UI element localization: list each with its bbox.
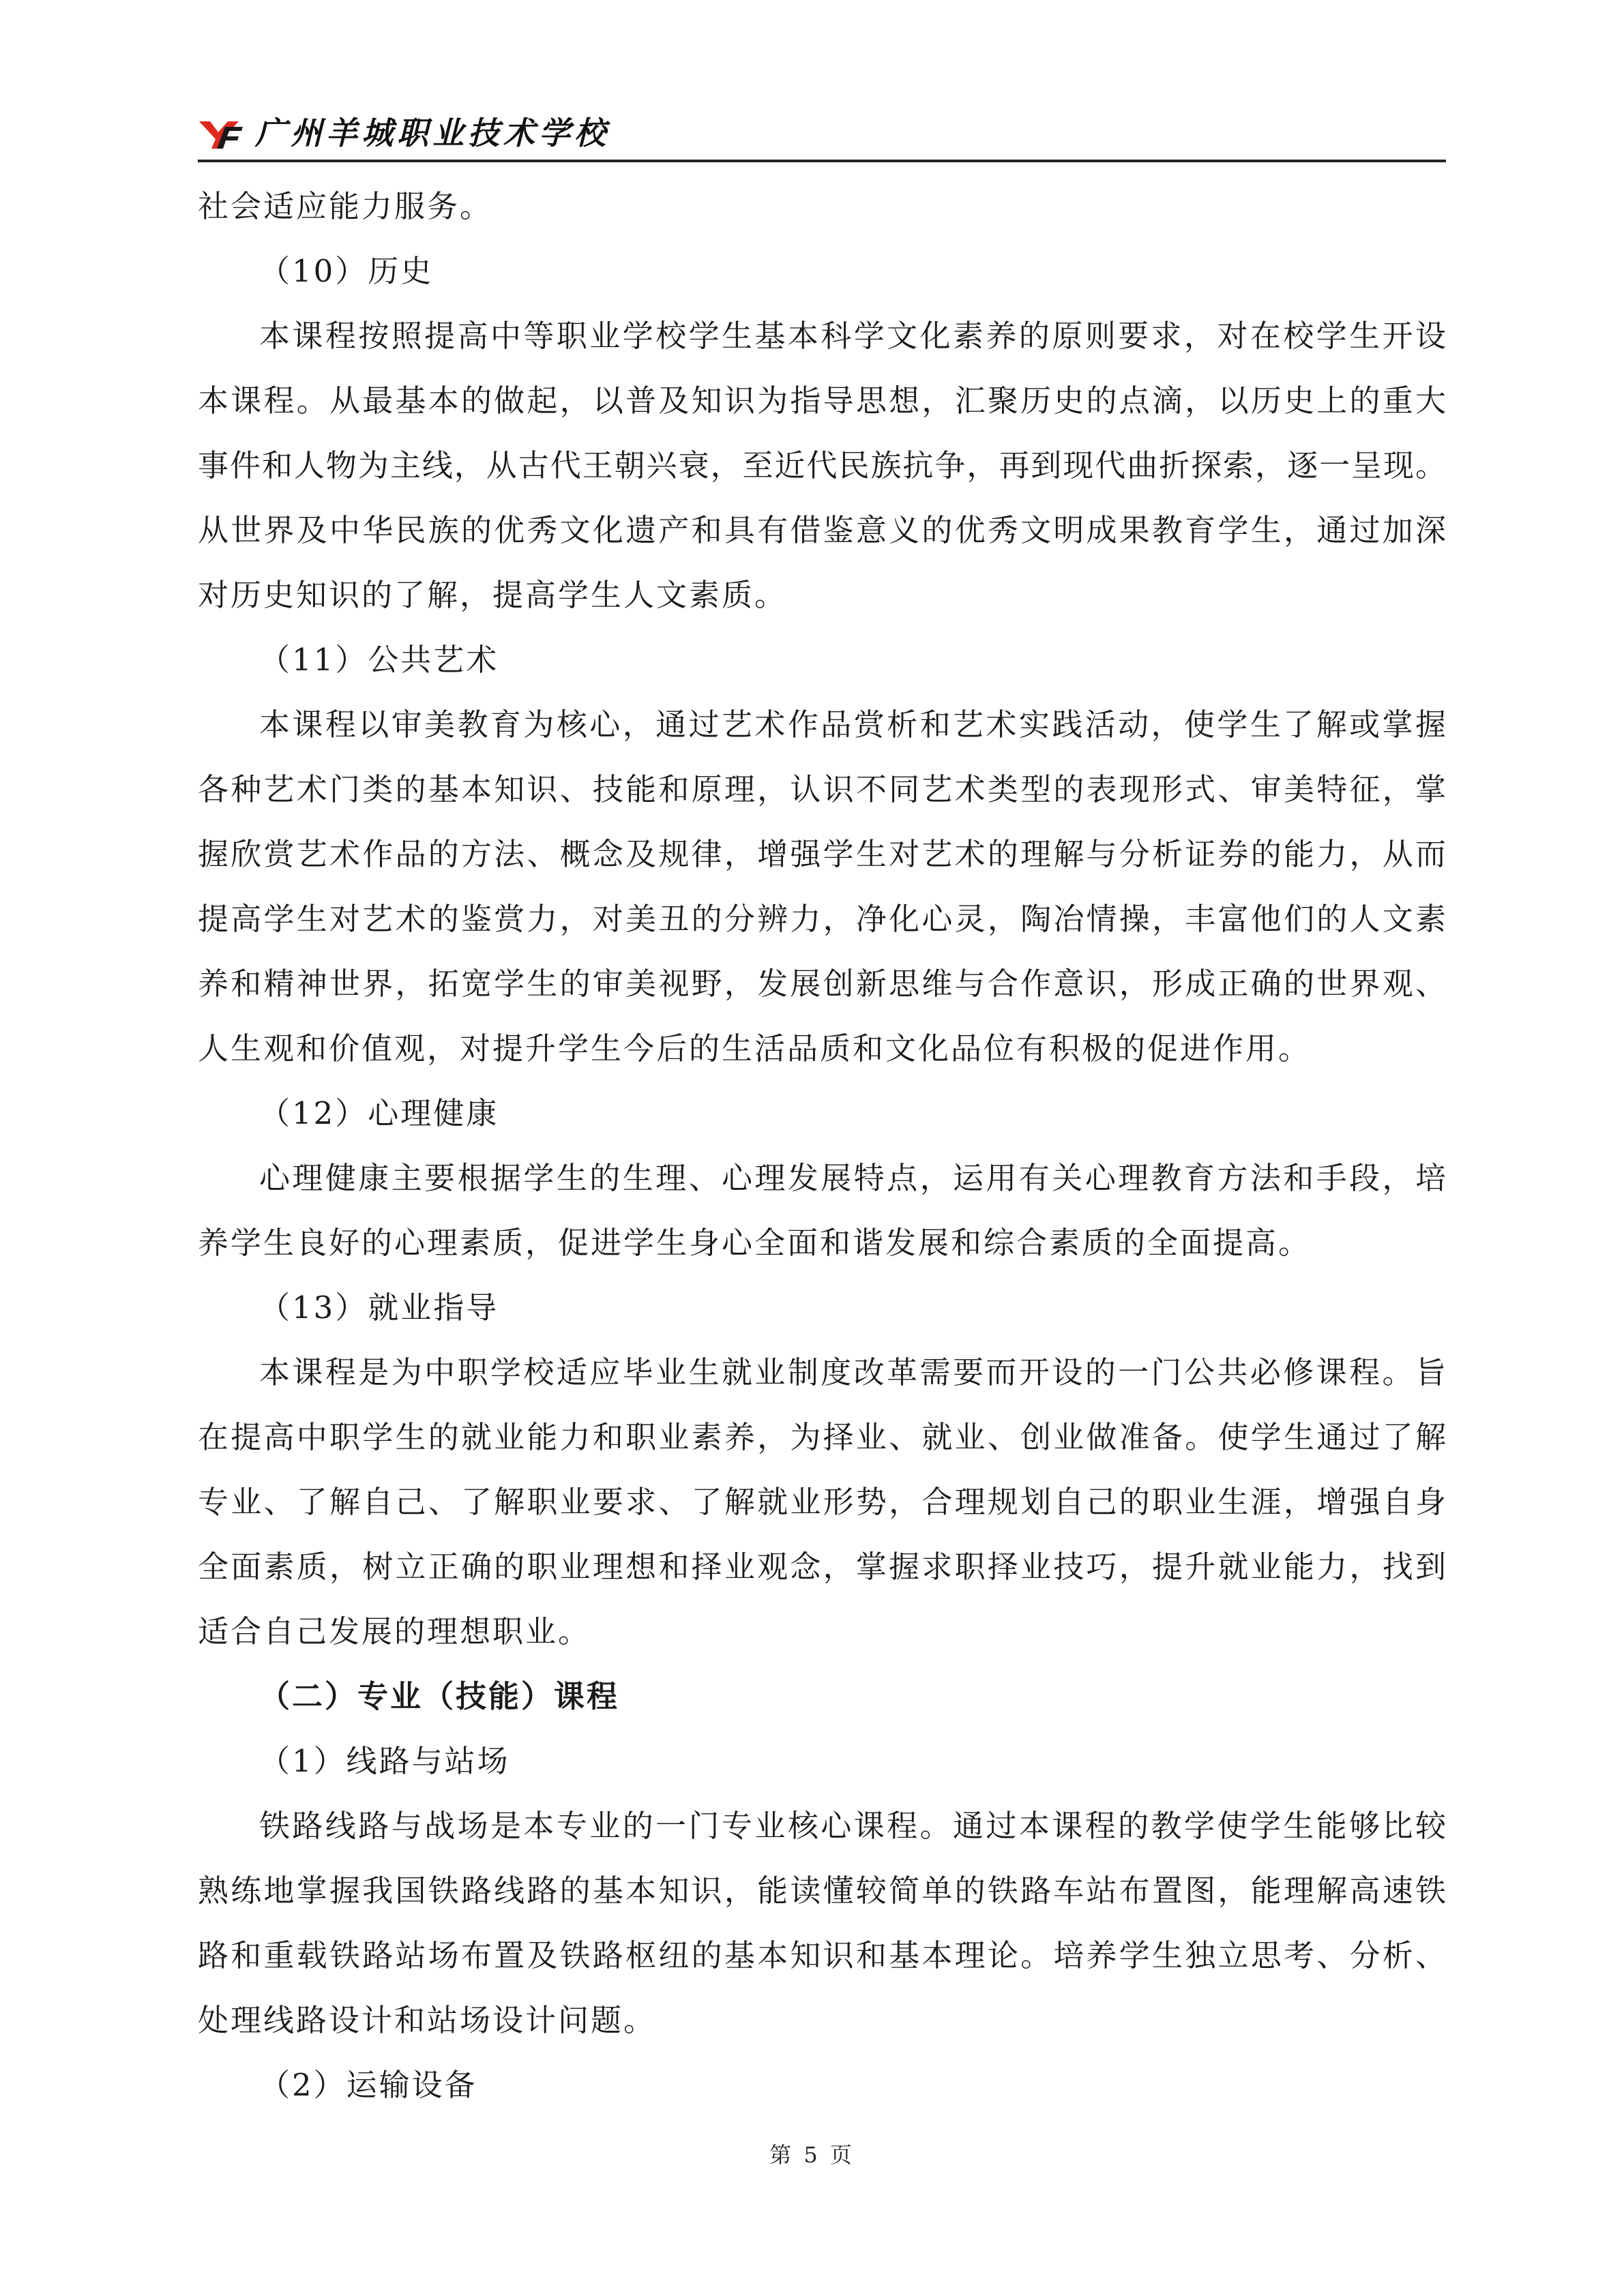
text-line: 养学生良好的心理素质，促进学生身心全面和谐发展和综合素质的全面提高。 (198, 1225, 1312, 1261)
page-number: 第 5 页 (769, 2142, 855, 2168)
text-line: 路和重载铁路站场布置及铁路枢纽的基本知识和基本理论。培养学生独立思考、分析、 (198, 1937, 1446, 1973)
text-line: 提高学生对艺术的鉴赏力，对美丑的分辨力，净化心灵，陶冶情操，丰富他们的人文素 (198, 901, 1446, 937)
school-name: 广州羊城职业技术学校 (255, 115, 610, 151)
text-line: 专业、了解自己、了解职业要求、了解就业形势，合理规划自己的职业生涯，增强自身 (198, 1484, 1446, 1520)
text-line: 本课程。从最基本的做起，以普及知识为指导思想，汇聚历史的点滴，以历史上的重大 (198, 383, 1446, 419)
paragraph-first-line: 心理健康主要根据学生的生理、心理发展特点，运用有关心理教育方法和手段，培 (259, 1160, 1446, 1196)
subsection-heading: （12）心理健康 (259, 1095, 499, 1131)
text-line: 在提高中职学生的就业能力和职业素养，为择业、就业、创业做准备。使学生通过了解 (198, 1419, 1446, 1455)
document-body (198, 174, 1446, 2117)
text-line: 熟练地掌握我国铁路线路的基本知识，能读懂较简单的铁路车站布置图，能理解高速铁 (198, 1873, 1446, 1909)
subsection-heading: （10）历史 (259, 253, 434, 289)
text-line: 适合自己发展的理想职业。 (198, 1613, 591, 1650)
paragraph-first-line: 本课程是为中职学校适应毕业生就业制度改革需要而开设的一门公共必修课程。旨 (259, 1354, 1446, 1390)
text-line: 社会适应能力服务。 (198, 188, 493, 224)
subsection-heading: （13）就业指导 (259, 1289, 499, 1326)
text-line: 各种艺术门类的基本知识、技能和原理，认识不同艺术类型的表现形式、审美特征，掌 (198, 771, 1446, 807)
header-divider (198, 160, 1446, 162)
subsection-heading: （2）运输设备 (259, 2067, 477, 2103)
page-header (198, 113, 1446, 158)
text-line: 全面素质，树立正确的职业理想和择业观念，掌握求职择业技巧，提升就业能力，找到 (198, 1549, 1446, 1585)
paragraph-first-line: 铁路线路与战场是本专业的一门专业核心课程。通过本课程的教学使学生能够比较 (259, 1808, 1446, 1844)
paragraph-first-line: 本课程以审美教育为核心，通过艺术作品赏析和艺术实践活动，使学生了解或掌握 (259, 706, 1446, 743)
text-line: 养和精神世界，拓宽学生的审美视野，发展创新思维与合作意识，形成正确的世界观、 (198, 966, 1446, 1002)
text-line: 从世界及中华民族的优秀文化遗产和具有借鉴意义的优秀文明成果教育学生，通过加深 (198, 512, 1446, 548)
section-heading: （二）专业（技能）课程 (259, 1678, 620, 1714)
subsection-heading: （1）线路与站场 (259, 1743, 510, 1779)
subsection-heading: （11）公共艺术 (259, 642, 499, 678)
text-line: 握欣赏艺术作品的方法、概念及规律，增强学生对艺术的理解与分析证券的能力，从而 (198, 836, 1446, 872)
text-line: 人生观和价值观，对提升学生今后的生活品质和文化品位有积极的促进作用。 (198, 1030, 1312, 1067)
paragraph-first-line: 本课程按照提高中等职业学校学生基本科学文化素养的原则要求，对在校学生开设 (259, 318, 1446, 354)
text-line: 处理线路设计和站场设计问题。 (198, 2002, 657, 2038)
text-line: 对历史知识的了解，提高学生人文素质。 (198, 577, 788, 613)
yc-school-logo-icon (198, 117, 244, 151)
text-line: 事件和人物为主线，从古代王朝兴衰，至近代民族抗争，再到现代曲折探索，逐一呈现。 (198, 447, 1446, 483)
